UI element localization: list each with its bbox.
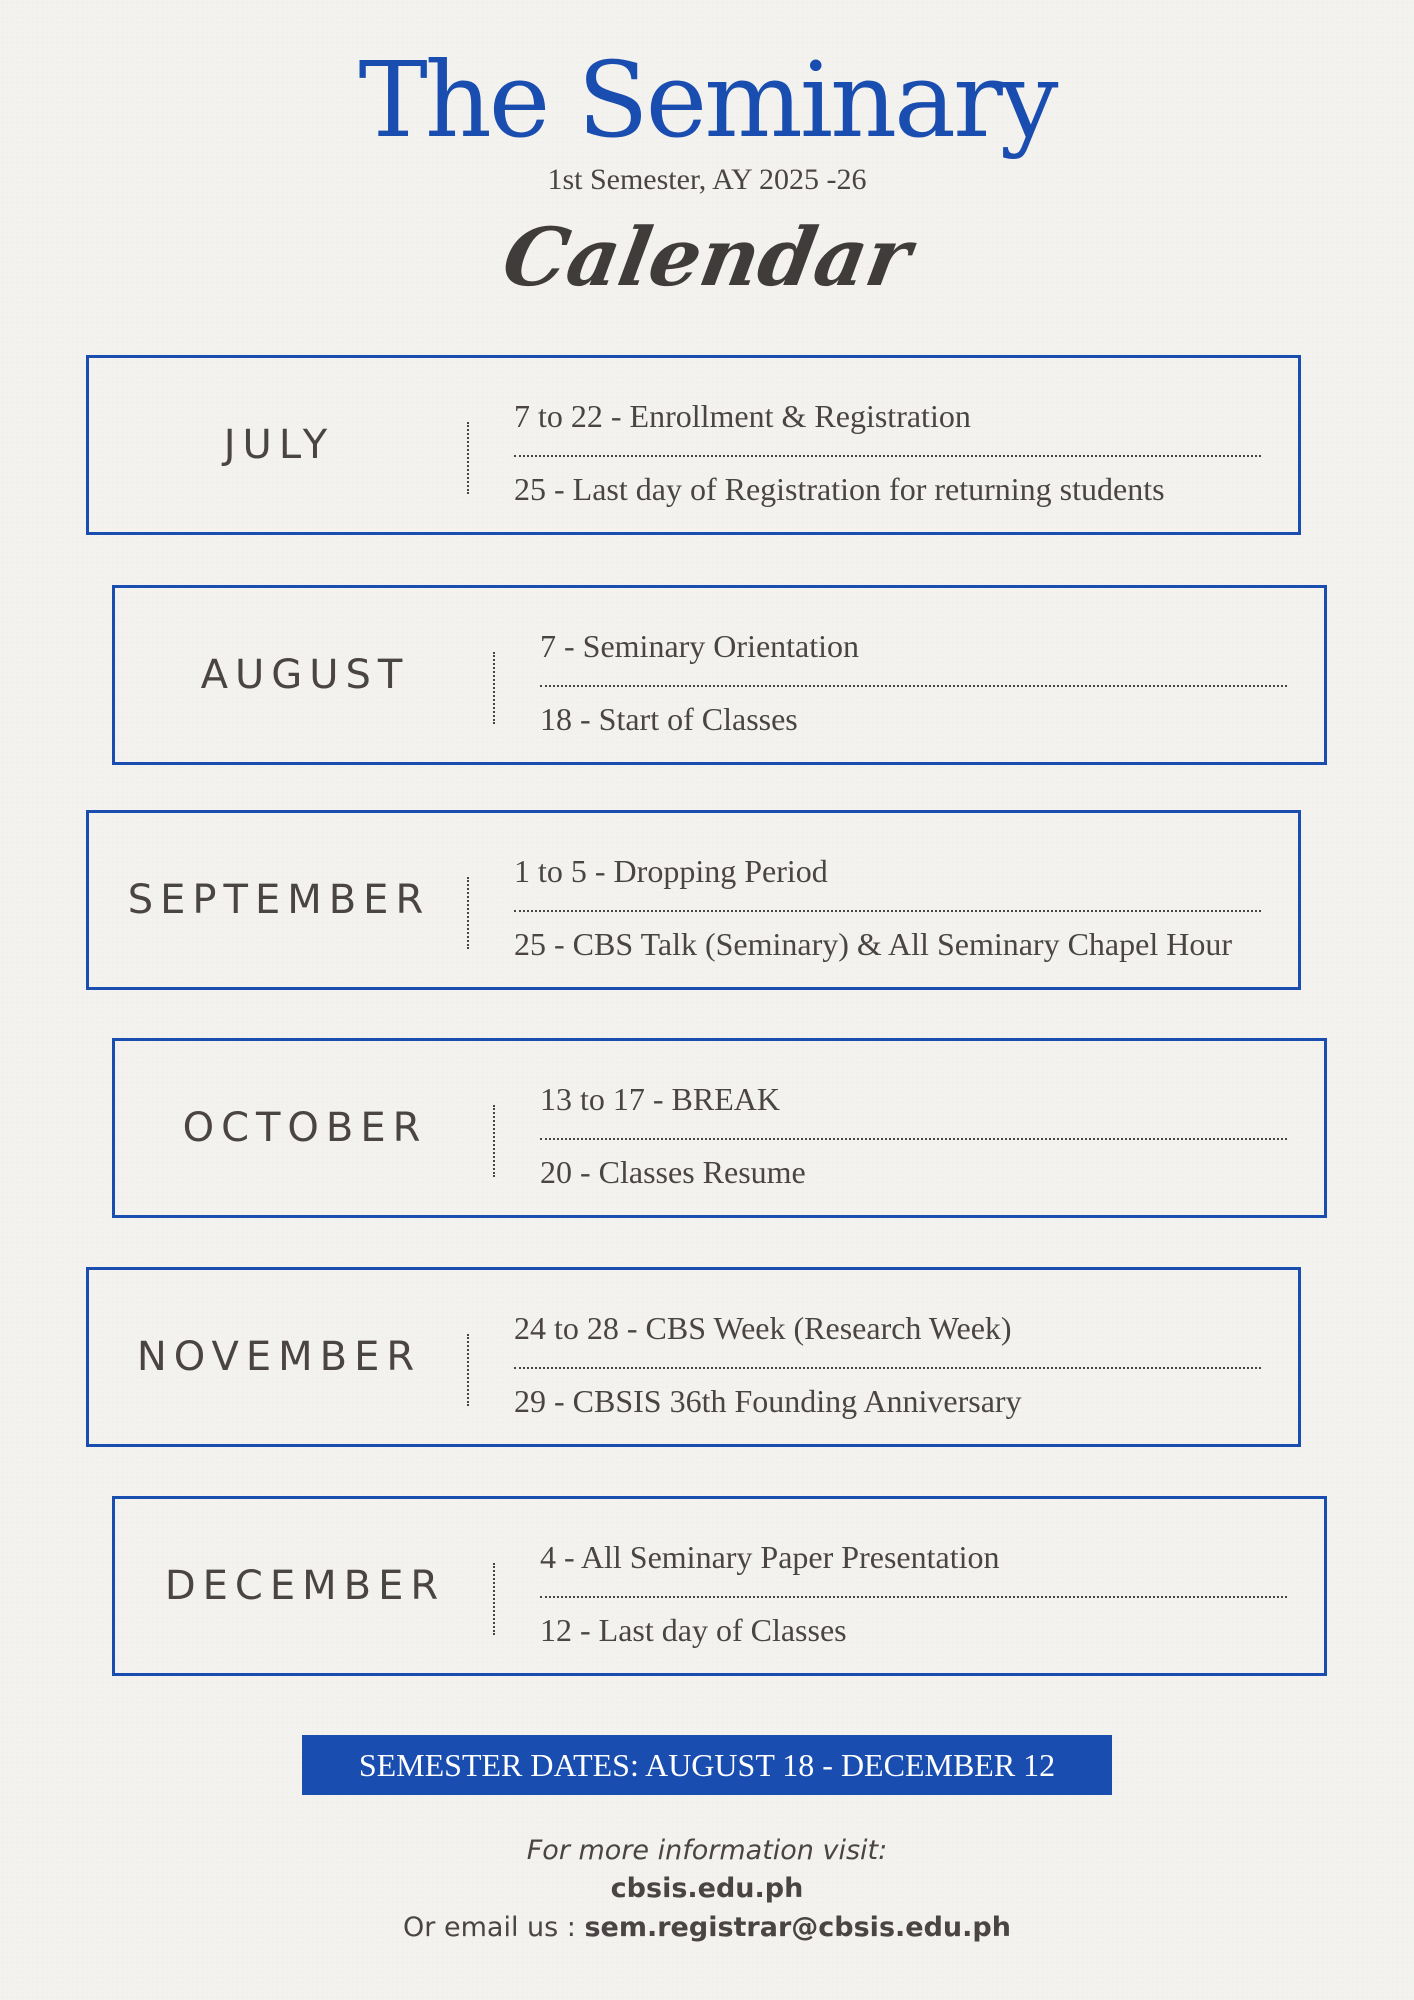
calendar-script-title: Calendar [496, 210, 918, 304]
month-name: AUGUST [200, 652, 410, 698]
dotted-divider [514, 455, 1261, 457]
month-box-august [112, 585, 1327, 765]
month-box-september [86, 810, 1301, 990]
vertical-divider [493, 652, 495, 724]
email-link[interactable]: sem.registrar@cbsis.edu.ph [584, 1912, 1011, 1943]
website-link[interactable]: cbsis.edu.ph [610, 1873, 804, 1904]
dotted-divider [514, 910, 1261, 912]
vertical-divider [467, 422, 469, 494]
event-item: 4 - All Seminary Paper Presentation [540, 1539, 1000, 1575]
month-box-november [86, 1267, 1301, 1447]
event-item: 13 to 17 - BREAK [540, 1081, 780, 1117]
page-title: The Seminary [358, 39, 1056, 161]
dotted-divider [540, 1596, 1287, 1598]
event-item: 25 - CBS Talk (Seminary) & All Seminary Chapel Hour [514, 926, 1232, 962]
event-item: 29 - CBSIS 36th Founding Anniversary [514, 1383, 1022, 1419]
event-item: 12 - Last day of Classes [540, 1612, 847, 1648]
vertical-divider [493, 1105, 495, 1177]
event-item: 25 - Last day of Registration for returning students [514, 471, 1165, 507]
month-box-july [86, 355, 1301, 535]
semester-dates-banner: SEMESTER DATES: AUGUST 18 - DECEMBER 12 [302, 1735, 1112, 1795]
event-item: 20 - Classes Resume [540, 1154, 806, 1190]
semester-subtitle: 1st Semester, AY 2025 -26 [547, 163, 867, 196]
vertical-divider [493, 1563, 495, 1635]
event-item: 7 to 22 - Enrollment & Registration [514, 398, 971, 434]
email-line [0, 1912, 1414, 1943]
month-name: JULY [223, 422, 335, 468]
info-text: For more information visit: [526, 1835, 888, 1866]
month-box-december [112, 1496, 1327, 1676]
event-item: 1 to 5 - Dropping Period [514, 853, 828, 889]
dotted-divider [514, 1367, 1261, 1369]
month-name: OCTOBER [182, 1105, 428, 1151]
event-item: 24 to 28 - CBS Week (Research Week) [514, 1310, 1012, 1346]
dotted-divider [540, 1138, 1287, 1140]
month-name: DECEMBER [164, 1563, 446, 1609]
email-prefix: Or email us : [403, 1912, 585, 1943]
month-box-october [112, 1038, 1327, 1218]
event-item: 7 - Seminary Orientation [540, 628, 860, 664]
vertical-divider [467, 877, 469, 949]
vertical-divider [467, 1334, 469, 1406]
month-name: SEPTEMBER [127, 877, 431, 923]
event-item: 18 - Start of Classes [540, 701, 798, 737]
month-name: NOVEMBER [136, 1334, 422, 1380]
dotted-divider [540, 685, 1287, 687]
